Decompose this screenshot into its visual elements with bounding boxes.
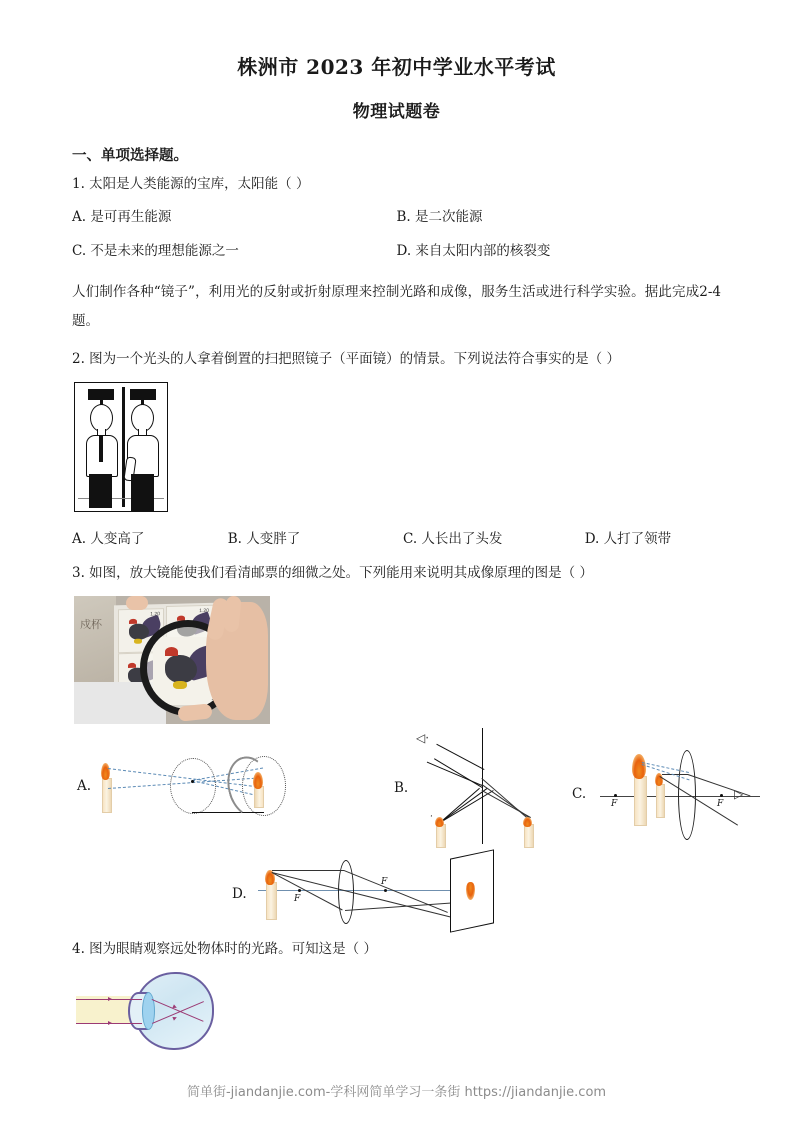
focal-point-right-c (720, 794, 723, 797)
ray-d-to-lens-low (272, 872, 343, 910)
optics-label-d: D. (232, 885, 247, 902)
question-3-stem: 3. 如图，放大镜能使我们看清邮票的细微之处。下列能用来说明其成像原理的图是（ ） (72, 564, 593, 581)
optics-diagrams-row-1 (72, 730, 744, 854)
focal-point-right-d (384, 889, 387, 892)
rooster-body-1 (129, 623, 149, 640)
passage-text: 人们制作各种“镜子”，利用光的反射或折射原理来控制光路和成像，服务生活或进行科学实验。据此完成2-4 题。 (72, 283, 721, 329)
incident-ray-upper-arrow (108, 997, 112, 1001)
figure-mirror-broom (74, 382, 168, 512)
question-1-option-a[interactable]: A. 是可再生能源 (72, 209, 172, 226)
object-candle-body-d (266, 882, 277, 920)
page-title: 株洲市 2023 年初中学业水平考试 (237, 55, 556, 79)
magnified-rooster-foot (173, 681, 187, 689)
focal-label-right-c: F (717, 798, 724, 809)
question-1-options-row-2 (72, 238, 721, 264)
optics-diagram-c[interactable] (572, 736, 762, 846)
candle-body-b (436, 824, 446, 848)
page-footer: 简单街-jiandanjie.com-学科网简单学习一条街 https://jiandanjie.com (186, 1085, 607, 1100)
rooster-comb-1 (129, 619, 137, 624)
person-tie-left (99, 436, 103, 462)
person-legs-right (131, 474, 154, 512)
focal-label-right-d: F (381, 876, 388, 887)
section-heading-1: 一、单项选择题。 (72, 147, 188, 164)
question-4-stem: 4. 图为眼睛观察远处物体时的光路。可知这是（ ） (72, 940, 377, 957)
question-2-option-c[interactable]: C. 人长出了头发 (402, 531, 503, 548)
focal-point-left-c (614, 794, 617, 797)
question-1-option-d[interactable]: D. 来自太阳内部的核裂变 (396, 242, 551, 259)
ray-c-refracted-2 (659, 776, 738, 826)
question-2-option-d[interactable]: D. 人打了领带 (584, 531, 672, 548)
magnified-rooster-body (165, 655, 197, 683)
broom-head-left (88, 389, 114, 400)
aperture-point-a (191, 780, 194, 783)
question-2-options-row (72, 526, 721, 552)
eye-crystalline-lens (142, 992, 155, 1030)
candle-body-a (102, 778, 112, 813)
question-2-option-b[interactable]: B. 人变胖了 (227, 531, 301, 548)
object-point-label-b: · (430, 811, 433, 822)
optics-label-b: B. (394, 779, 409, 796)
focal-label-left-c: F (611, 798, 618, 809)
candle-flame-b (435, 817, 444, 827)
object-candle-body-c (656, 784, 665, 818)
stamp-price-1: 1.20 (150, 611, 160, 618)
finger-upper-left (126, 596, 148, 610)
person-head-right (131, 404, 154, 432)
person-head-left (90, 404, 113, 432)
question-1-option-c[interactable]: C. 不是未来的理想能源之一 (72, 242, 239, 259)
magnified-rooster-comb (165, 647, 178, 656)
question-1-stem: 1. 太阳是人类能源的宝库，太阳能（ ） (72, 176, 310, 192)
principal-axis-d (258, 890, 458, 891)
eye-icon-c: ▷ (734, 786, 744, 801)
convex-lens-c (678, 750, 696, 840)
rooster-comb-3 (128, 663, 136, 668)
optics-diagrams-row-2 (72, 856, 721, 930)
image-candle-flame-a (253, 772, 263, 789)
question-2-option-a[interactable]: A. 人变高了 (72, 531, 145, 548)
question-2-stem: 2. 图为一个光头的人拿着倒置的扫把照镜子（平面镜）的情景。下列说法符合事实的是（ ） (72, 350, 620, 367)
eye-icon-b: ◁‧ (416, 730, 430, 745)
question-1-option-b[interactable]: B. 是二次能源 (396, 209, 483, 226)
ray-b-6 (436, 744, 484, 770)
virtual-image-body-c (634, 776, 647, 826)
title-block (72, 0, 721, 122)
ray-b-3 (440, 790, 494, 823)
virtual-ray-b-3 (481, 778, 527, 818)
optics-label-a: A. (77, 777, 92, 794)
image-candle-flame-b (523, 817, 532, 827)
broom-head-right (130, 389, 156, 400)
optics-diagram-d[interactable] (232, 856, 482, 930)
optics-diagram-a[interactable] (72, 736, 342, 846)
figure-magnifier-photo (74, 596, 270, 724)
candle-flame-a (101, 763, 110, 780)
finger-thumb (177, 703, 212, 721)
camera-aperture-ring (170, 758, 216, 814)
mirror-line (122, 387, 125, 507)
focal-label-left-d: F (294, 893, 301, 904)
virtual-image-flame-c (632, 754, 646, 779)
optics-diagram-b[interactable] (392, 728, 562, 848)
rooster-foot-1 (134, 639, 142, 644)
incident-ray-lower-arrow (108, 1021, 112, 1025)
ray-d-parallel (272, 870, 344, 871)
page-subtitle: 物理试题卷 (352, 102, 441, 122)
image-candle-body-a (254, 786, 264, 808)
image-candle-body-b (524, 824, 534, 848)
optics-label-c: C. (572, 785, 587, 802)
question-1-options-row-1 (72, 204, 721, 230)
photo-calligraphy-text: 戍杯 (80, 617, 102, 631)
figure-eye-light-path (72, 970, 232, 1054)
stamp-price-2: 1.20 (199, 607, 209, 615)
person-legs-left (89, 474, 112, 508)
focal-point-left-d (298, 889, 301, 892)
